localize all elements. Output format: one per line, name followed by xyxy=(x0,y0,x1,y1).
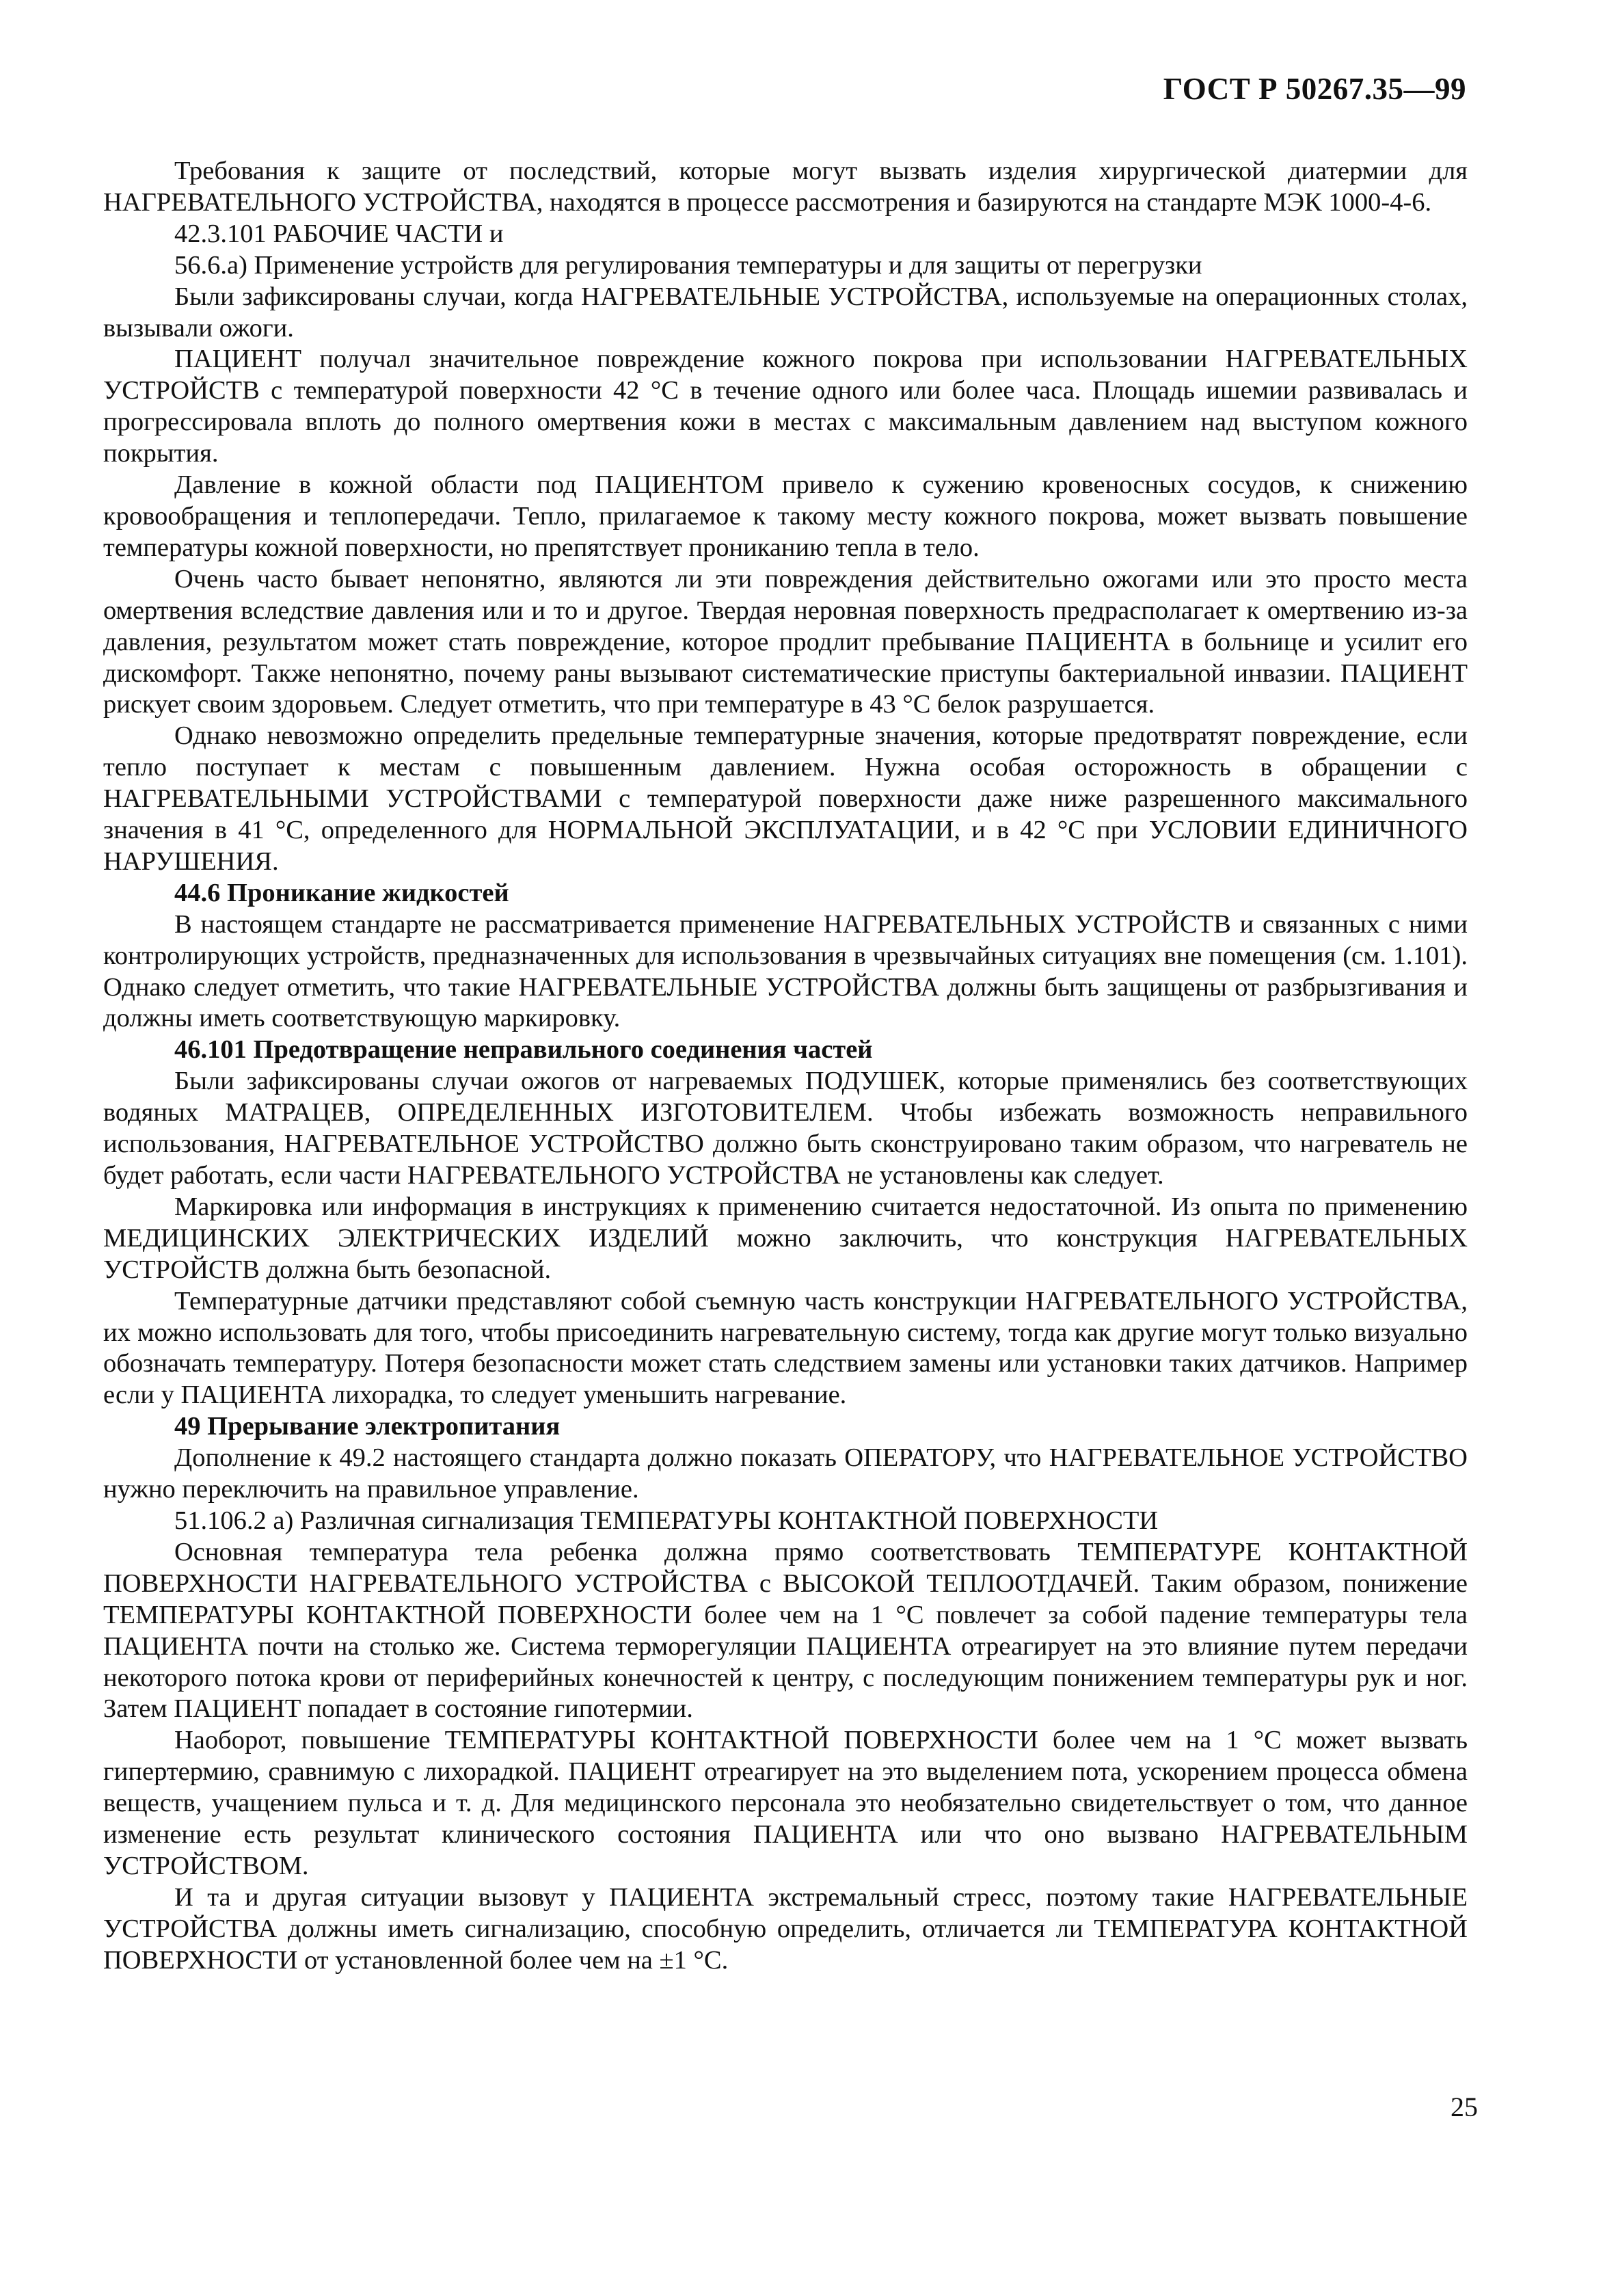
paragraph: И та и другая ситуации вызовут у ПАЦИЕНТА экстремальный стресс, поэтому такие НАГРЕВАТЕЛЬНЫЕ УСТРОЙСТВА должны иметь сигнализацию, способную определить, отличается ли ТЕМПЕРАТУРА КОНТАКТНОЙ ПОВЕРХНОСТИ от установленной более чем на ±1 °С. xyxy=(103,1882,1468,1975)
paragraph-intro: Требования к защите от последствий, которые могут вызвать изделия хирургической диатермии для НАГРЕВАТЕЛЬНОГО УСТРОЙСТВА, находятся в процессе рассмотрения и базируются на стандарте МЭК 1000-4-6. xyxy=(103,157,1468,217)
clause-56-6-a: 56.6.а) Применение устройств для регулирования температуры и для защиты от перегрузки xyxy=(174,250,1202,280)
paragraph: Однако невозможно определить предельные температурные значения, которые предотвратят повреждение, если тепло поступает к местам с повышенным давлением. Нужна особая осторожность в обращении с НАГРЕВАТЕЛЬНЫМИ УСТРОЙСТВАМИ с температурой поверхности даже ниже разрешенного максимального значения в 41 °С, определенного для НОРМАЛЬНОЙ ЭКСПЛУАТАЦИИ, и в 42 °С при УСЛОВИИ ЕДИНИЧНОГО НАРУШЕНИЯ. xyxy=(103,721,1468,876)
section-heading-46-101: 46.101 Предотвращение неправильного соединения частей xyxy=(174,1035,873,1065)
section-heading-44-6: 44.6 Проникание жидкостей xyxy=(174,878,509,907)
paragraph: Наоборот, повышение ТЕМПЕРАТУРЫ КОНТАКТНОЙ ПОВЕРХНОСТИ более чем на 1 °С может вызвать гипертермию, сравнимую с лихорадкой. ПАЦИЕНТ отреагирует на это выделением пота, ускорением процесса обмена веществ, учащением пульса и т. д. Для медицинского персонала это необязательно свидетельствует о том, что данное изменение есть результат клинического состояния ПАЦИЕНТА или что оно вызвано НАГРЕВАТЕЛЬНЫМ УСТРОЙСТВОМ. xyxy=(103,1726,1468,1880)
paragraph: Были зафиксированы случаи ожогов от нагреваемых ПОДУШЕК, которые применялись без соответствующих водяных МАТРАЦЕВ, ОПРЕДЕЛЕННЫХ ИЗГОТОВИТЕЛЕМ. Чтобы избежать возможность неправильного использования, НАГРЕВАТЕЛЬНОЕ УСТРОЙСТВО должно быть сконструировано таким образом, что нагреватель не будет работать, если части НАГРЕВАТЕЛЬНОГО УСТРОЙСТВА не установлены как следует. xyxy=(103,1067,1468,1190)
paragraph: Были зафиксированы случаи, когда НАГРЕВАТЕЛЬНЫЕ УСТРОЙСТВА, используемые на операционных столах, вызывали ожоги. xyxy=(103,282,1468,343)
page-number: 25 xyxy=(1451,2092,1478,2122)
paragraph: Очень часто бывает непонятно, являются ли эти повреждения действительно ожогами или это просто места омертвения вследствие давления или и то и другое. Твердая неровная поверхность предрасполагает к омертвению из-за давления, результатом может стать повреждение, которое продлит пребывание ПАЦИЕНТА в больнице и усилит его дискомфорт. Также непонятно, почему раны вызывают систематические приступы бактериальной инвазии. ПАЦИЕНТ рискует своим здоровьем. Следует отметить, что при температуре в 43 °С белок разрушается. xyxy=(103,564,1468,719)
standard-code: ГОСТ Р 50267.35—99 xyxy=(1163,72,1466,106)
paragraph: Температурные датчики представляют собой съемную часть конструкции НАГРЕВАТЕЛЬНОГО УСТРОЙСТВА, их можно использовать для того, чтобы присоединить нагревательную систему, тогда как другие могут только визуально обозначать температуру. Потеря безопасности может стать следствием замены или установки таких датчиков. Например если у ПАЦИЕНТА лихорадка, то следует уменьшить нагревание. xyxy=(103,1286,1468,1410)
page-header xyxy=(1163,71,1466,107)
paragraph: Дополнение к 49.2 настоящего стандарта должно показать ОПЕРАТОРУ, что НАГРЕВАТЕЛЬНОЕ УСТРОЙСТВО нужно переключить на правильное управление. xyxy=(103,1443,1468,1504)
clause-51-106-2-a: 51.106.2 a) Различная сигнализация ТЕМПЕРАТУРЫ КОНТАКТНОЙ ПОВЕРХНОСТИ xyxy=(174,1506,1159,1535)
paragraph: Маркировка или информация в инструкциях к применению считается недостаточной. Из опыта по применению МЕДИЦИНСКИХ ЭЛЕКТРИЧЕСКИХ ИЗДЕЛИЙ можно заключить, что конструкция НАГРЕВАТЕЛЬНЫХ УСТРОЙСТВ должна быть безопасной. xyxy=(103,1192,1468,1284)
document-body xyxy=(103,156,1468,1977)
paragraph: ПАЦИЕНТ получал значительное повреждение кожного покрова при использовании НАГРЕВАТЕЛЬНЫХ УСТРОЙСТВ с температурой поверхности 42 °С в течение одного или более часа. Площадь ишемии развивалась и прогрессировала вплоть до полного омертвения кожи в местах с максимальным давлением над выступом кожного покрытия. xyxy=(103,345,1468,468)
paragraph: Давление в кожной области под ПАЦИЕНТОМ привело к сужению кровеносных сосудов, к снижению кровообращения и теплопередачи. Тепло, прилагаемое к такому месту кожного покрова, может вызвать повышение температуры кожной поверхности, но препятствует прониканию тепла в тело. xyxy=(103,470,1468,562)
section-heading-49: 49 Прерывание электропитания xyxy=(174,1412,561,1441)
paragraph: В настоящем стандарте не рассматривается применение НАГРЕВАТЕЛЬНЫХ УСТРОЙСТВ и связанных с ними контролирующих устройств, предназначенных для использования в чрезвычайных ситуациях вне помещения (см. 1.101). Однако следует отметить, что такие НАГРЕВАТЕЛЬНЫЕ УСТРОЙСТВА должны быть защищены от разбрызгивания и должны иметь соответствующую маркировку. xyxy=(103,909,1468,1033)
clause-42-3-101: 42.3.101 РАБОЧИЕ ЧАСТИ и xyxy=(174,219,504,248)
paragraph: Основная температура тела ребенка должна прямо соответствовать ТЕМПЕРАТУРЕ КОНТАКТНОЙ ПОВЕРХНОСТИ НАГРЕВАТЕЛЬНОГО УСТРОЙСТВА с ВЫСОКОЙ ТЕПЛООТДАЧЕЙ. Таким образом, понижение ТЕМПЕРАТУРЫ КОНТАКТНОЙ ПОВЕРХНОСТИ более чем на 1 °С повлечет за собой падение температуры тела ПАЦИЕНТА почти на столько же. Система терморегуляции ПАЦИЕНТА отреагирует на это влияние путем передачи некоторого потока крови от периферийных конечностей к центру, с последующим понижением температуры рук и ног. Затем ПАЦИЕНТ попадает в состояние гипотермии. xyxy=(103,1537,1468,1724)
